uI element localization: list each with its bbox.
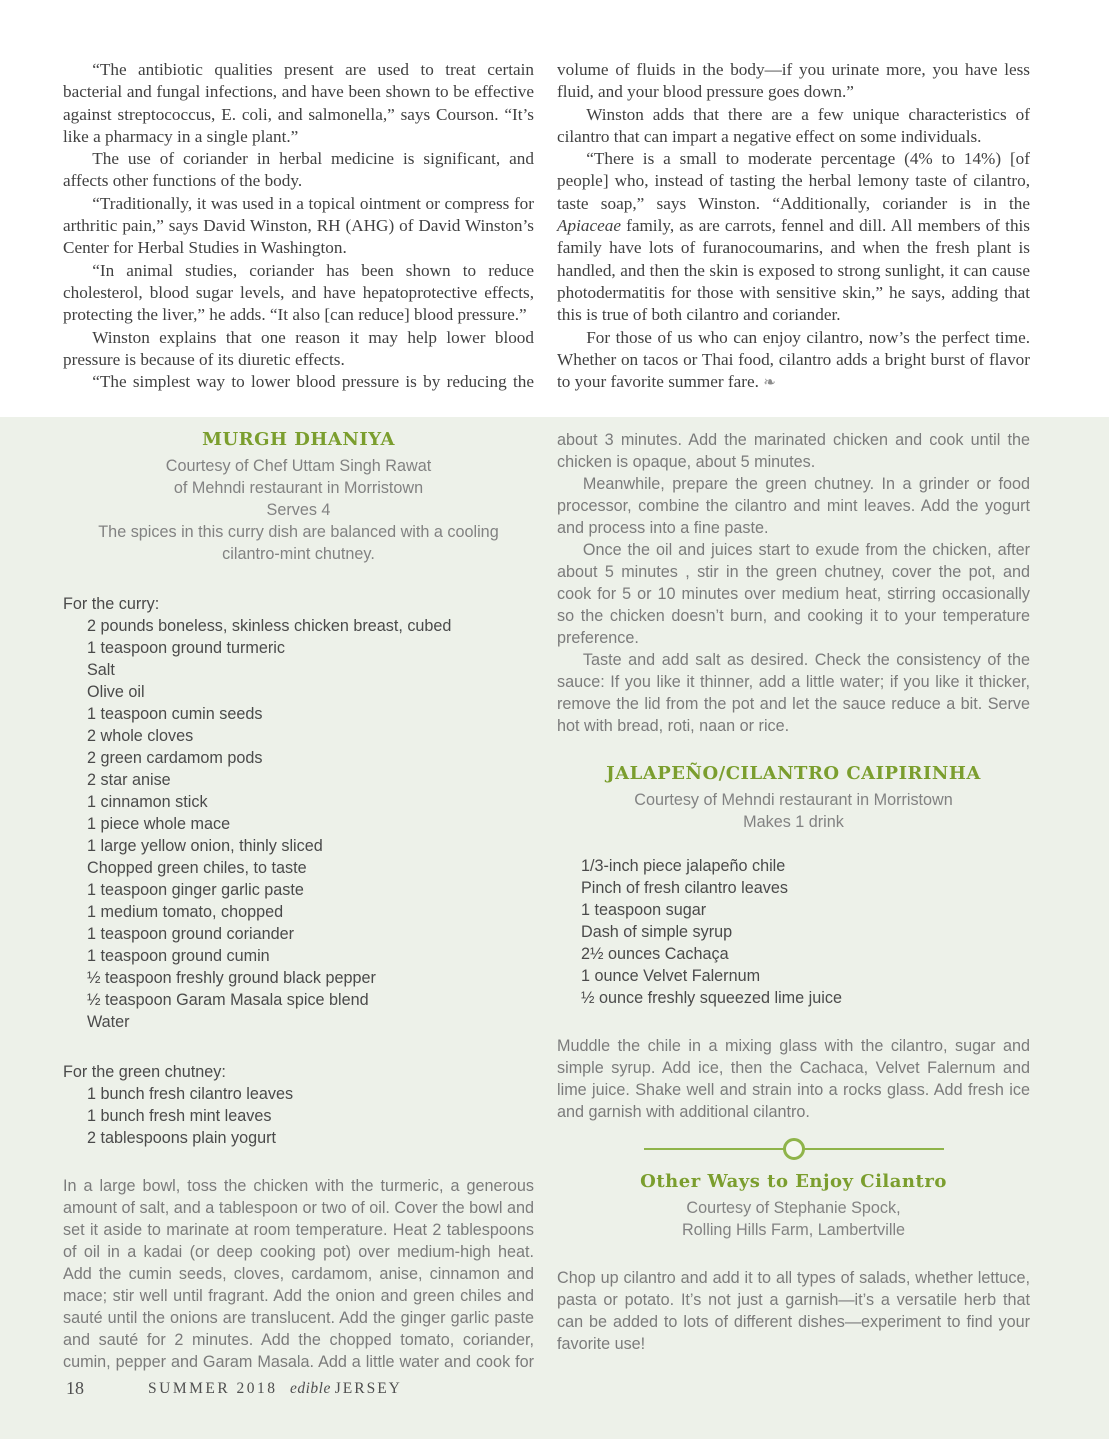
ingredient-line: 2½ ounces Cachaça [581, 945, 729, 963]
ingredient-line: 2 tablespoons plain yogurt [87, 1129, 276, 1147]
ingredient-line: Olive oil [87, 683, 145, 701]
article-column-left [63, 59, 534, 393]
ingredient-line: 1/3-inch piece jalapeño chile [581, 857, 786, 875]
serves-line: Serves 4 [266, 501, 331, 519]
instructions-paragraph: Taste and add salt as desired. Check the consistency of the sauce: If you like it thinner, add a little water; if you like it thicker, remove the lid from the pot and let the sauce reduce a bit. Serve hot with bread, roti, naan or rice. [557, 651, 1030, 735]
instructions-paragraph: Meanwhile, prepare the green chutney. In a grinder or food processor, combine the cilantro and mint leaves. Add the yogurt and process into a fine paste. [557, 475, 1030, 537]
ingredient-line: 2 green cardamom pods [87, 749, 263, 767]
courtesy-line: Courtesy of Mehndi restaurant in Morristown [634, 791, 953, 809]
ingredient-line: 1 teaspoon ginger garlic paste [87, 881, 304, 899]
instructions-paragraph: about 3 minutes. Add the marinated chicken and cook until the chicken is opaque, about 5 minutes. [557, 431, 1030, 471]
divider-circle-icon [783, 1138, 805, 1160]
recipe-tagline: The spices in this curry dish are balanced with a cooling cilantro-mint chutney. [98, 523, 499, 563]
article-paragraph: Winston adds that there are a few unique characteristics of cilantro that can impart a negative effect on some individuals. [557, 104, 1030, 146]
ingredient-line: ½ ounce freshly squeezed lime juice [581, 989, 842, 1007]
ingredient-line: 1 teaspoon ground turmeric [87, 639, 285, 657]
ingredient-line: 2 star anise [87, 771, 171, 789]
ingredient-line: ½ teaspoon freshly ground black pepper [87, 969, 376, 987]
ingredient-line: 1 medium tomato, chopped [87, 903, 284, 921]
courtesy-line: Courtesy of Chef Uttam Singh Rawat [165, 457, 432, 475]
section-label-chutney: For the green chutney: [63, 1063, 226, 1081]
ingredient-line: 1 bunch fresh cilantro leaves [87, 1085, 294, 1103]
courtesy-line: Rolling Hills Farm, Lambertville [681, 1221, 906, 1239]
article-paragraph: “In animal studies, coriander has been shown to reduce cholesterol, blood sugar levels, and have hepatoprotective effects, protecting the liver,” he adds. “It also [can reduce] blood pressure.” [63, 260, 534, 325]
italic-term: Apiaceae [557, 216, 621, 236]
recipe-title-other-ways: Other Ways to Enjoy Cilantro [640, 1171, 947, 1192]
article-column-right [557, 59, 1030, 394]
article-paragraph [557, 148, 1030, 326]
ingredient-line: Water [87, 1013, 130, 1031]
article-paragraph [557, 327, 1030, 395]
article-paragraph: Winston explains that one reason it may help lower blood pressure is because of its diuretic effects. [63, 327, 534, 369]
instructions-paragraph: In a large bowl, toss the chicken with the turmeric, a generous amount of salt, and a tablespoon or two of oil. Cover the bowl and set it aside to marinate at room temperature. Heat 2 tablespoons of oil in a kadai (or deep cooking pot) over medium-high heat. Add the cumin seeds, cloves, cardamom, anise, cinnamon and mace; stir well until fragrant. Add the onion and green chiles and sauté until the onions are translucent. Add the ginger garlic paste and sauté for 2 minutes. Add the chopped tomato, coriander, cumin, pepper and Garam Masala. Add a little water and cook for [63, 1177, 534, 1371]
recipe-box [0, 417, 1109, 1439]
ingredient-line: Salt [87, 661, 115, 679]
instructions-paragraph: Muddle the chile in a mixing glass with the cilantro, sugar and simple syrup. Add ice, then the Cachaca, Velvet Falernum and lime juice. Shake well and strain into a rocks glass. Add fresh ice and garnish with additional cilantro. [557, 1037, 1030, 1121]
paragraph-text: “There is a small to moderate percentage (4% to 14%) [of people] who, instead of tasting the herbal lemony taste of cilantro, taste soap,” says Winston. “Additionally, coriander is in the [557, 149, 1030, 213]
ingredient-line: 1 ounce Velvet Falernum [581, 967, 761, 985]
ingredient-line: 1 teaspoon sugar [581, 901, 707, 919]
brand-italic: edible [290, 1380, 331, 1397]
article-paragraph: The use of coriander in herbal medicine is significant, and affects other functions of the body. [63, 149, 534, 191]
paragraph-text: family, as are carrots, fennel and dill. All members of this family have lots of furanocoumarins, and when the fresh plant is handled, and then the skin is exposed to strong sunlight, it can cause photodermatitis for those with sensitive skin,” he says, adding that this is true of both cilantro and coriander. [557, 216, 1030, 325]
article-paragraph: “The antibiotic qualities present are used to treat certain bacterial and fungal infections, and have been shown to be effective against streptococcus, E. coli, and salmonella,” says Courson. “It’s like a pharmacy in a single plant.” [63, 60, 534, 146]
ingredient-line: 1 large yellow onion, thinly sliced [87, 837, 323, 855]
article-paragraph: volume of fluids in the body—if you urinate more, you have less fluid, and your blood pressure goes down.” [557, 60, 1030, 102]
ingredient-line: Chopped green chiles, to taste [87, 859, 307, 877]
brand-caps: JERSEY [334, 1380, 402, 1397]
article-paragraph: “The simplest way to lower blood pressure is by reducing the [92, 372, 534, 392]
page-number: 18 [66, 1378, 84, 1398]
courtesy-line: of Mehndi restaurant in Morristown [173, 479, 424, 497]
ingredient-line: Dash of simple syrup [581, 923, 733, 941]
instructions-paragraph: Once the oil and juices start to exude from the chicken, after about 5 minutes , stir in the green chutney, cover the pot, and cook for 5 or 10 minutes over medium heat, stirring occasionally so the chicken doesn’t burn, and cooking it to your temperature preference. [557, 541, 1030, 647]
recipe-title-caipirinha: JALAPEÑO/CILANTRO CAIPIRINHA [606, 763, 981, 784]
issue-label: SUMMER 2018 [148, 1380, 278, 1397]
page-footer [0, 1374, 1109, 1414]
section-divider [644, 1136, 944, 1162]
ingredient-line: ½ teaspoon Garam Masala spice blend [87, 991, 369, 1009]
ingredient-line: 1 teaspoon ground coriander [87, 925, 294, 943]
ingredient-line: 1 teaspoon cumin seeds [87, 705, 263, 723]
recipe-title-murgh-dhaniya: MURGH DHANIYA [202, 429, 395, 450]
recipe-column-right [557, 417, 1030, 1355]
makes-line: Makes 1 drink [743, 813, 844, 831]
ingredient-line: Pinch of fresh cilantro leaves [581, 879, 788, 897]
body-paragraph: Chop up cilantro and add it to all types of salads, whether lettuce, pasta or potato. It’s not just a garnish—it’s a versatile herb that can be added to lots of different dishes—experiment to find your favorite use! [557, 1269, 1030, 1353]
article-paragraph: “Traditionally, it was used in a topical ointment or compress for arthritic pain,” says David Winston, RH (AHG) of David Winston’s Center for Herbal Studies in Washington. [63, 193, 534, 258]
magazine-brand [290, 1380, 402, 1398]
ingredient-line: 1 cinnamon stick [87, 793, 208, 811]
end-ornament-icon: ❧ [763, 375, 776, 392]
ingredient-line: 2 pounds boneless, skinless chicken breast, cubed [87, 617, 452, 635]
ingredient-line: 1 bunch fresh mint leaves [87, 1107, 272, 1125]
ingredient-line: 1 teaspoon ground cumin [87, 947, 270, 965]
ingredient-line: 1 piece whole mace [87, 815, 231, 833]
paragraph-text: For those of us who can enjoy cilantro, now’s the perfect time. Whether on tacos or Thai food, cilantro adds a bright burst of flavor to your favorite summer fare. [557, 327, 1030, 392]
section-label-curry: For the curry: [63, 595, 160, 613]
courtesy-line: Courtesy of Stephanie Spock, [686, 1199, 901, 1217]
recipe-column-left [63, 417, 534, 1373]
ingredient-line: 2 whole cloves [87, 727, 194, 745]
